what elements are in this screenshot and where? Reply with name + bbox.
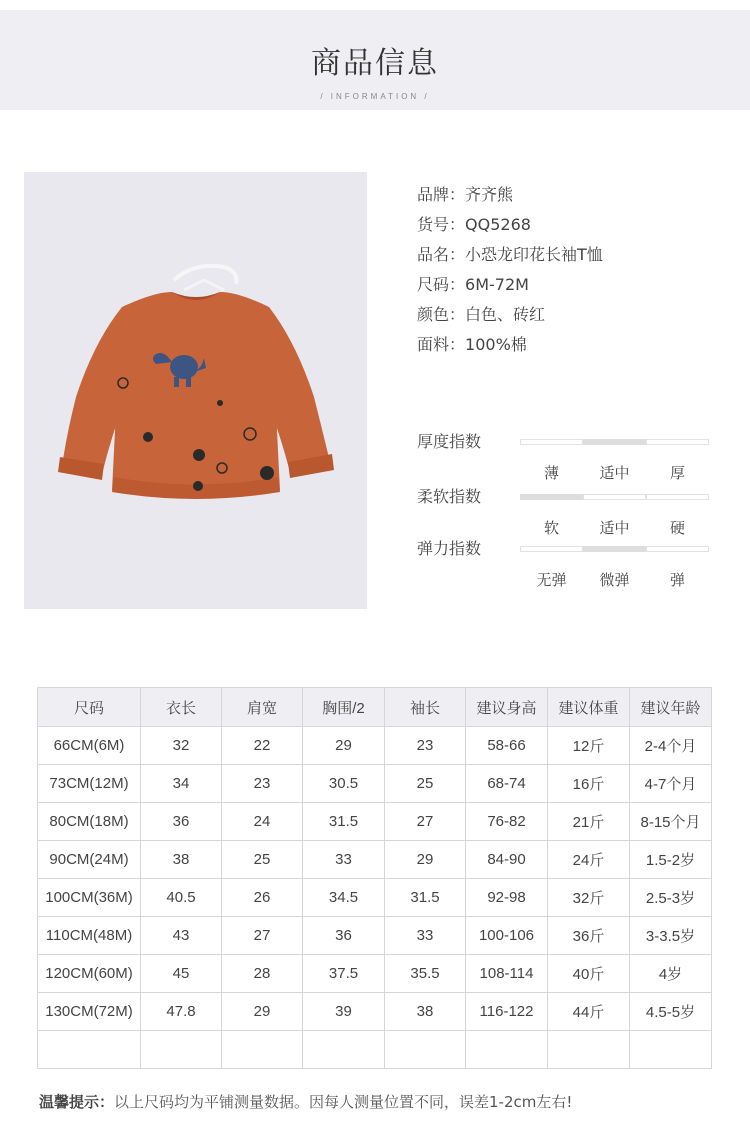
table-row: [38, 803, 712, 841]
table-row: [38, 727, 712, 765]
column-header: 胸围/2: [303, 688, 385, 727]
index-bar-segment: [520, 439, 583, 445]
orange-dinosaur-shirt-photo: [24, 172, 367, 609]
table-cell: 68-74: [466, 765, 548, 803]
table-cell: 12斤: [548, 727, 630, 765]
table-cell: 76-82: [466, 803, 548, 841]
index-bar-segment: [583, 494, 646, 500]
table-cell: 73CM(12M): [38, 765, 141, 803]
index-option: 无弹: [536, 571, 567, 589]
table-cell: 38: [141, 841, 222, 879]
table-cell: 22: [222, 727, 303, 765]
table-cell: 92-98: [466, 879, 548, 917]
table-cell: 8-15个月: [630, 803, 712, 841]
info-row-brand: 品牌：齐齐熊: [417, 185, 514, 204]
index-bar-segment: [646, 439, 709, 445]
size-table: [37, 687, 712, 1069]
table-cell: 25: [222, 841, 303, 879]
index-bar-segment: [583, 439, 646, 445]
table-cell: 35.5: [385, 955, 466, 993]
column-header: 建议体重: [548, 688, 630, 727]
index-option: 弹: [669, 571, 685, 589]
product-photo: [24, 172, 367, 609]
table-cell: 27: [385, 803, 466, 841]
table-cell: 38: [385, 993, 466, 1031]
table-cell: 23: [222, 765, 303, 803]
table-cell: [385, 1031, 466, 1069]
product-info-list: [417, 180, 737, 360]
table-cell: 31.5: [385, 879, 466, 917]
table-cell: 2.5-3岁: [630, 879, 712, 917]
table-cell: 24斤: [548, 841, 630, 879]
table-cell: 36: [303, 917, 385, 955]
table-cell: 4-7个月: [630, 765, 712, 803]
column-header: 衣长: [141, 688, 222, 727]
tip-label: 温馨提示：: [39, 1093, 115, 1111]
column-header: 建议年龄: [630, 688, 712, 727]
thickness-index: [417, 430, 717, 482]
index-option: 微弹: [599, 571, 630, 589]
table-cell: 1.5-2岁: [630, 841, 712, 879]
table-cell: [548, 1031, 630, 1069]
index-option: 薄: [543, 464, 559, 482]
table-cell: 90CM(24M): [38, 841, 141, 879]
table-cell: 108-114: [466, 955, 548, 993]
table-cell: 4岁: [630, 955, 712, 993]
table-cell: 45: [141, 955, 222, 993]
elasticity-index: [417, 537, 717, 589]
table-cell: 31.5: [303, 803, 385, 841]
table-cell: 29: [222, 993, 303, 1031]
info-row-product-name: 品名：小恐龙印花长袖T恤: [417, 245, 603, 264]
table-cell: 37.5: [303, 955, 385, 993]
table-cell: 29: [303, 727, 385, 765]
table-cell: 44斤: [548, 993, 630, 1031]
table-cell: 36斤: [548, 917, 630, 955]
table-row: [38, 1031, 712, 1069]
table-cell: 32: [141, 727, 222, 765]
table-cell: 16斤: [548, 765, 630, 803]
table-row: [38, 917, 712, 955]
table-cell: 27: [222, 917, 303, 955]
size-tip: [39, 1090, 572, 1114]
table-cell: 116-122: [466, 993, 548, 1031]
table-cell: 84-90: [466, 841, 548, 879]
size-table-header: [38, 688, 712, 727]
table-cell: 130CM(72M): [38, 993, 141, 1031]
table-cell: 33: [385, 917, 466, 955]
table-cell: [38, 1031, 141, 1069]
column-header: 袖长: [385, 688, 466, 727]
table-cell: 29: [385, 841, 466, 879]
table-cell: 36: [141, 803, 222, 841]
table-cell: 110CM(48M): [38, 917, 141, 955]
table-cell: 4.5-5岁: [630, 993, 712, 1031]
index-option: 软: [543, 519, 559, 537]
page-header: [0, 10, 750, 110]
index-label: 柔软指数: [417, 487, 482, 506]
info-row-size: 尺码：6M-72M: [417, 275, 529, 294]
index-option: 硬: [669, 519, 685, 537]
table-cell: 25: [385, 765, 466, 803]
table-cell: 26: [222, 879, 303, 917]
size-table-body: [38, 727, 712, 1069]
table-cell: 100-106: [466, 917, 548, 955]
table-cell: [303, 1031, 385, 1069]
column-header: 尺码: [38, 688, 141, 727]
table-cell: 21斤: [548, 803, 630, 841]
table-cell: 39: [303, 993, 385, 1031]
table-cell: [466, 1031, 548, 1069]
table-cell: 47.8: [141, 993, 222, 1031]
table-cell: 100CM(36M): [38, 879, 141, 917]
column-header: 建议身高: [466, 688, 548, 727]
page-title: 商品信息: [311, 46, 439, 81]
table-cell: 40.5: [141, 879, 222, 917]
table-cell: 120CM(60M): [38, 955, 141, 993]
index-bar-segment: [646, 546, 709, 552]
index-bar-segment: [646, 494, 709, 500]
tip-text: 以上尺码均为平铺测量数据。因每人测量位置不同，误差1-2cm左右!: [114, 1093, 573, 1111]
table-row: [38, 841, 712, 879]
table-cell: 23: [385, 727, 466, 765]
table-row: [38, 879, 712, 917]
table-row: [38, 993, 712, 1031]
table-cell: 2-4个月: [630, 727, 712, 765]
table-cell: 58-66: [466, 727, 548, 765]
table-cell: 80CM(18M): [38, 803, 141, 841]
page-subtitle: / INFORMATION /: [320, 92, 430, 101]
table-cell: 40斤: [548, 955, 630, 993]
info-row-item-number: 货号：QQ5268: [417, 215, 531, 234]
table-cell: 33: [303, 841, 385, 879]
table-cell: 66CM(6M): [38, 727, 141, 765]
table-cell: 34.5: [303, 879, 385, 917]
info-row-color: 颜色：白色、砖红: [417, 305, 546, 324]
softness-index: [417, 485, 717, 537]
column-header: 肩宽: [222, 688, 303, 727]
table-cell: 34: [141, 765, 222, 803]
index-bar-segment: [520, 546, 583, 552]
table-cell: 24: [222, 803, 303, 841]
table-cell: 3-3.5岁: [630, 917, 712, 955]
index-label: 厚度指数: [417, 432, 482, 451]
table-cell: 28: [222, 955, 303, 993]
table-cell: [630, 1031, 712, 1069]
table-row: [38, 765, 712, 803]
table-row: [38, 955, 712, 993]
index-bar-segment: [520, 494, 583, 500]
table-cell: 30.5: [303, 765, 385, 803]
info-row-fabric: 面料：100%棉: [417, 335, 527, 354]
table-cell: [222, 1031, 303, 1069]
index-option: 适中: [599, 519, 630, 537]
index-option: 厚: [669, 464, 685, 482]
index-label: 弹力指数: [417, 539, 482, 558]
index-option: 适中: [599, 464, 630, 482]
table-cell: 32斤: [548, 879, 630, 917]
table-cell: 43: [141, 917, 222, 955]
table-cell: [141, 1031, 222, 1069]
index-bar-segment: [583, 546, 646, 552]
